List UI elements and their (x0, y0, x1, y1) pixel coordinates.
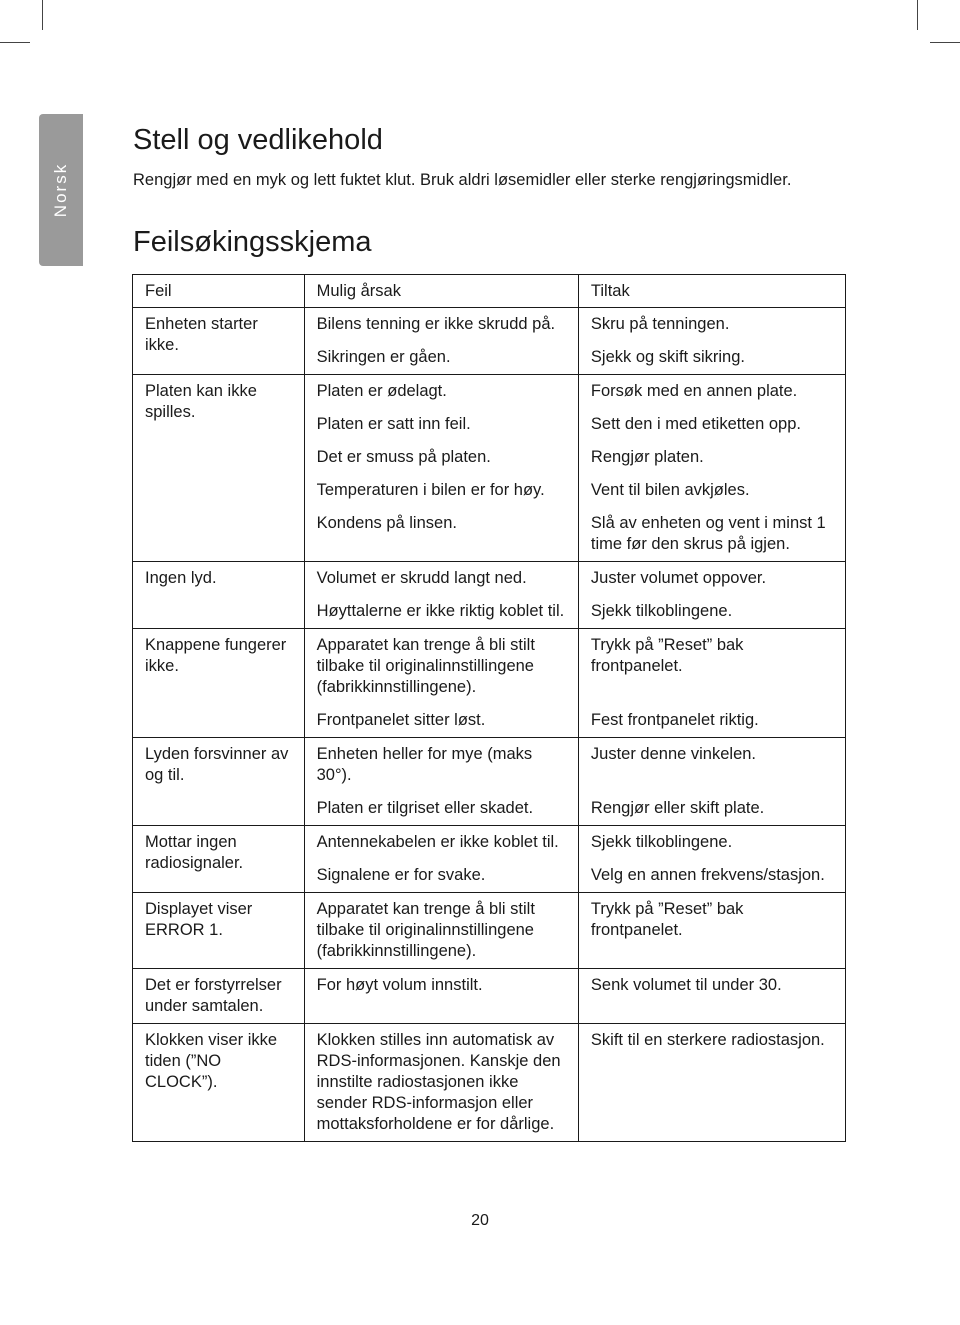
cause-cell (304, 562, 578, 596)
remedy-text: Skift til en sterkere radiostasjon. (590, 1031, 825, 1049)
remedy-cell (578, 375, 845, 409)
remedy-text: Velg en annen frekvens/stasjon. (590, 866, 825, 884)
table-row (133, 308, 846, 342)
remedy-cell (578, 595, 845, 629)
remedy-text: Forsøk med en annen plate. (590, 382, 798, 400)
remedy-cell (578, 738, 845, 793)
cause-cell (304, 629, 578, 705)
cause-text: Klokken stilles inn automatisk av RDS-informasjonen. Kanskje den innstilte radiostasjonen ikke sender RDS-informasjon eller mottaksforholdene er for dårlige. (316, 1031, 561, 1133)
table-row (133, 629, 846, 705)
cause-text: Apparatet kan trenge å bli stilt tilbake til originalinnstillingene (fabrikkinnstillingene). (316, 900, 535, 960)
fault-text: Mottar ingen radiosignaler. (145, 833, 244, 872)
remedy-text: Trykk på ”Reset” bak frontpanelet. (590, 636, 744, 675)
table-body (133, 308, 846, 1142)
table-row (133, 893, 846, 969)
cause-cell (304, 738, 578, 793)
remedy-cell (578, 826, 845, 860)
remedy-text: Juster volumet oppover. (590, 569, 767, 587)
fault-text: Displayet viser ERROR 1. (145, 900, 253, 939)
remedy-cell (578, 507, 845, 562)
cause-cell (304, 859, 578, 893)
remedy-text: Fest frontpanelet riktig. (590, 711, 759, 729)
remedy-cell (578, 562, 845, 596)
cause-cell (304, 375, 578, 409)
fault-cell (133, 375, 305, 562)
cause-cell (304, 704, 578, 738)
troubleshooting-table (132, 274, 846, 1142)
cause-cell (304, 474, 578, 507)
remedy-cell (578, 704, 845, 738)
remedy-cell (578, 629, 845, 705)
fault-cell (133, 562, 305, 629)
language-tab (39, 114, 83, 266)
cause-text: Apparatet kan trenge å bli stilt tilbake til originalinnstillingene (fabrikkinnstillingene). (316, 636, 535, 696)
cause-cell (304, 893, 578, 969)
remedy-cell (578, 792, 845, 826)
remedy-text: Juster denne vinkelen. (590, 745, 757, 763)
remedy-cell (578, 408, 845, 441)
table-row (133, 1024, 846, 1142)
crop-mark (0, 42, 30, 43)
cause-text: Volumet er skrudd langt ned. (316, 569, 527, 587)
cause-cell (304, 969, 578, 1024)
care-text: Rengjør med en myk og lett fuktet klut. Bruk aldri løsemidler eller sterke rengjøringsmidler. (133, 171, 792, 189)
table-row (133, 826, 846, 860)
fault-text: Lyden forsvinner av og til. (145, 745, 289, 784)
cause-text: Signalene er for svake. (316, 866, 486, 884)
cause-text: Kondens på linsen. (316, 514, 457, 532)
cause-text: Høyttalerne er ikke riktig koblet til. (316, 602, 565, 620)
remedy-text: Sjekk tilkoblingene. (590, 833, 733, 851)
fault-text: Enheten starter ikke. (145, 315, 258, 354)
table-row (133, 969, 846, 1024)
fault-cell (133, 629, 305, 738)
care-heading: Stell og vedlikehold (133, 124, 383, 156)
fault-cell (133, 826, 305, 893)
cause-text: For høyt volum innstilt. (316, 976, 483, 994)
cause-text: Det er smuss på platen. (316, 448, 491, 466)
fault-cell (133, 738, 305, 826)
remedy-cell (578, 441, 845, 474)
fault-text: Klokken viser ikke tiden (”NO CLOCK”). (145, 1031, 278, 1091)
header-feil: Feil (133, 275, 305, 308)
remedy-text: Sett den i med etiketten opp. (590, 415, 801, 433)
remedy-cell (578, 969, 845, 1024)
cause-text: Frontpanelet sitter løst. (316, 711, 486, 729)
crop-mark (930, 42, 960, 43)
cause-cell (304, 441, 578, 474)
fault-text: Ingen lyd. (145, 569, 217, 587)
fault-cell (133, 969, 305, 1024)
table-header-row (133, 275, 846, 308)
remedy-text: Skru på tenningen. (590, 315, 730, 333)
remedy-text: Trykk på ”Reset” bak frontpanelet. (590, 900, 744, 939)
cause-text: Enheten heller for mye (maks 30°). (316, 745, 533, 784)
table-row (133, 375, 846, 409)
cause-cell (304, 308, 578, 342)
fault-text: Det er forstyrrelser under samtalen. (145, 976, 282, 1015)
remedy-text: Vent til bilen avkjøles. (590, 481, 750, 499)
cause-text: Platen er satt inn feil. (316, 415, 471, 433)
remedy-cell (578, 308, 845, 342)
remedy-text: Rengjør eller skift plate. (590, 799, 765, 817)
remedy-text: Sjekk tilkoblingene. (590, 602, 733, 620)
remedy-text: Sjekk og skift sikring. (590, 348, 745, 366)
troubleshooting-heading: Feilsøkingsskjema (133, 226, 372, 258)
remedy-cell (578, 893, 845, 969)
header-tiltak: Tiltak (578, 275, 845, 308)
cause-cell (304, 408, 578, 441)
cause-text: Platen er tilgriset eller skadet. (316, 799, 534, 817)
fault-text: Knappene fungerer ikke. (145, 636, 287, 675)
crop-mark (42, 0, 43, 30)
cause-cell (304, 507, 578, 562)
table-row (133, 738, 846, 793)
cause-cell (304, 792, 578, 826)
language-tab-label: Norsk (51, 162, 70, 218)
cause-cell (304, 826, 578, 860)
table-row (133, 562, 846, 596)
fault-cell (133, 308, 305, 375)
cause-text: Sikringen er gåen. (316, 348, 451, 366)
remedy-cell (578, 1024, 845, 1142)
cause-text: Temperaturen i bilen er for høy. (316, 481, 545, 499)
cause-text: Platen er ødelagt. (316, 382, 447, 400)
fault-cell (133, 893, 305, 969)
remedy-cell (578, 859, 845, 893)
cause-text: Antennekabelen er ikke koblet til. (316, 833, 559, 851)
remedy-text: Rengjør platen. (590, 448, 704, 466)
crop-mark (917, 0, 918, 30)
remedy-text: Slå av enheten og vent i minst 1 time før den skrus på igjen. (590, 514, 826, 553)
remedy-text: Senk volumet til under 30. (590, 976, 782, 994)
fault-text: Platen kan ikke spilles. (145, 382, 257, 421)
cause-cell (304, 1024, 578, 1142)
header-arsak: Mulig årsak (304, 275, 578, 308)
fault-cell (133, 1024, 305, 1142)
cause-text: Bilens tenning er ikke skrudd på. (316, 315, 556, 333)
cause-cell (304, 595, 578, 629)
remedy-cell (578, 474, 845, 507)
remedy-cell (578, 341, 845, 375)
cause-cell (304, 341, 578, 375)
page-number: 20 (471, 1212, 489, 1229)
